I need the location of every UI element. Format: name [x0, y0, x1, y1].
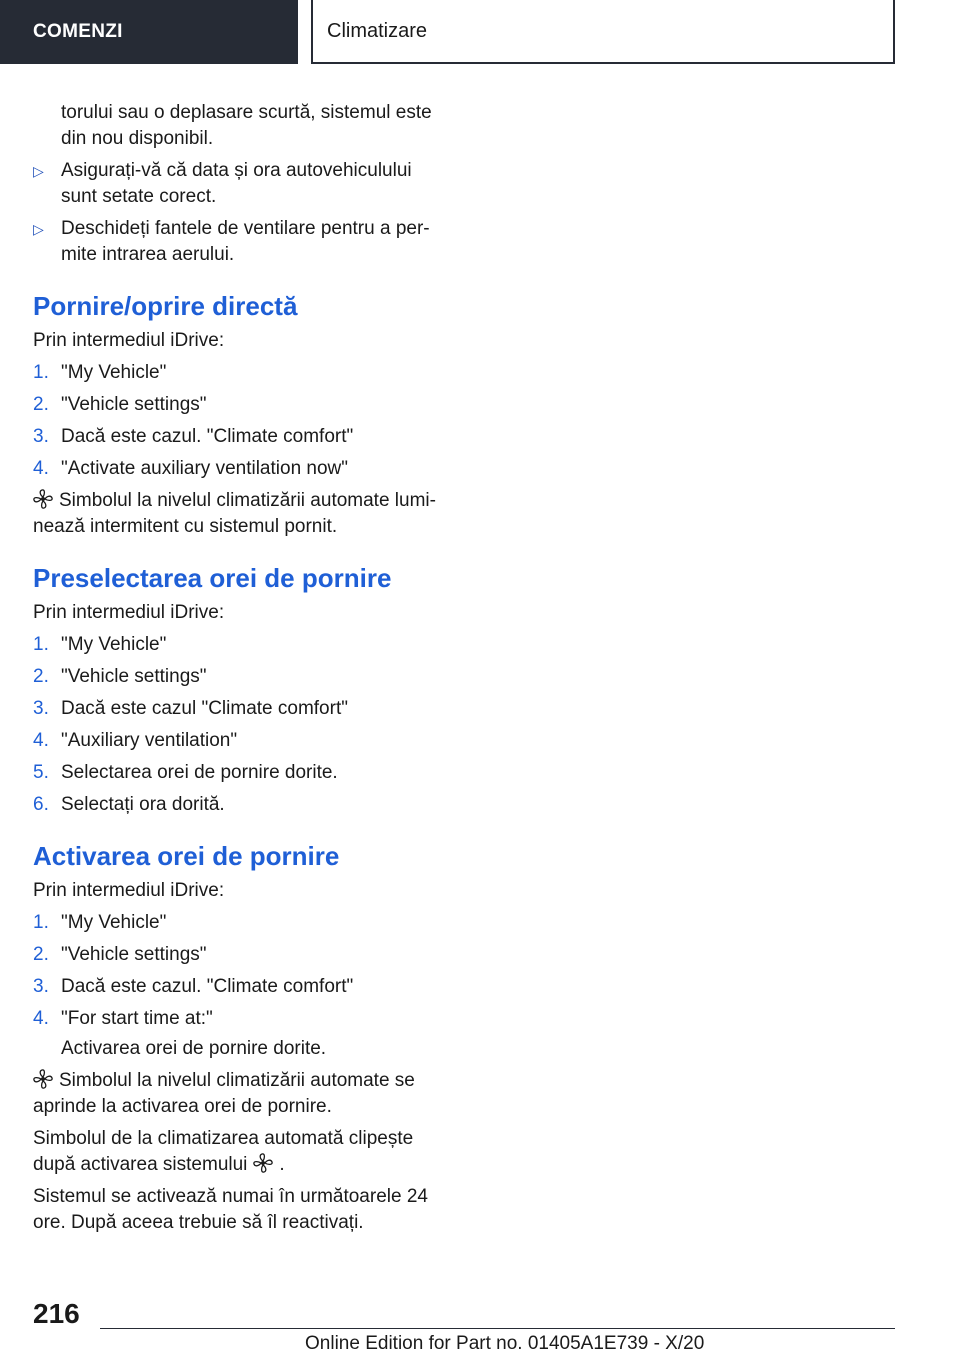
page-content [33, 100, 443, 1242]
section-heading-direct: Pornire/oprire directă [33, 291, 298, 321]
step-item: 3. Dacă este cazul. "Climate comfort" [33, 976, 354, 997]
bullet-text: Deschideți fantele de ventilare pentru a per-mite intrarea aerului. [61, 218, 430, 265]
step-item: 4. "For start time at:" [33, 1008, 213, 1029]
fan-icon [33, 1069, 53, 1089]
section-note: Sistemul se activează numai în următoarele 24 ore. După aceea trebuie să îl reactivați. [33, 1186, 428, 1233]
bullet-item [33, 216, 443, 268]
step-note: Activarea orei de pornire dorite. [61, 1038, 327, 1059]
continuation-text: torului sau o deplasare scurtă, sistemul este din nou disponibil. [61, 102, 432, 149]
step-item: 6. Selectați ora dorită. [33, 794, 225, 815]
header-chapter-title: Climatizare [311, 0, 895, 64]
step-item: 2. "Vehicle settings" [33, 394, 207, 415]
fan-icon [253, 1153, 273, 1173]
triangle-right-icon: ▷ [33, 163, 44, 179]
section-note: Simbolul de la climatizarea automată clipește după activarea sistemului . [33, 1128, 414, 1175]
step-item: 3. Dacă este cazul. "Climate comfort" [33, 426, 354, 447]
step-item: 3. Dacă este cazul "Climate comfort" [33, 698, 348, 719]
section-lead: Prin intermediul iDrive: [33, 330, 225, 351]
step-item: 4. "Activate auxiliary ventilation now" [33, 458, 349, 479]
section-heading-activate: Activarea orei de pornire [33, 841, 340, 871]
step-item: 1. "My Vehicle" [33, 362, 167, 383]
page-number: 216 [33, 1298, 80, 1329]
bullet-item [33, 158, 443, 210]
step-item: 5. Selectarea orei de pornire dorite. [33, 762, 338, 783]
step-item: 4. "Auxiliary ventilation" [33, 730, 238, 751]
step-item: 2. "Vehicle settings" [33, 666, 207, 687]
section-note: Simbolul la nivelul climatizării automate se aprinde la activarea orei de pornire. [33, 1070, 415, 1117]
step-item: 2. "Vehicle settings" [33, 944, 207, 965]
section-heading-preselect: Preselectarea orei de pornire [33, 563, 392, 593]
header-section-tab: COMENZI [0, 0, 298, 64]
step-item: 1. "My Vehicle" [33, 912, 167, 933]
step-item: 1. "My Vehicle" [33, 634, 167, 655]
section-lead: Prin intermediul iDrive: [33, 602, 225, 623]
footer-divider [100, 1328, 895, 1329]
bullet-text: Asigurați-vă că data și ora autovehiculului sunt setate corect. [61, 160, 412, 207]
fan-icon [33, 489, 53, 509]
section-lead: Prin intermediul iDrive: [33, 880, 225, 901]
section-note: Simbolul la nivelul climatizării automate lumi-nează intermitent cu sistemul pornit. [33, 490, 436, 537]
triangle-right-icon: ▷ [33, 221, 44, 237]
footer-edition: Online Edition for Part no. 01405A1E739 - X/20 [305, 1333, 705, 1354]
